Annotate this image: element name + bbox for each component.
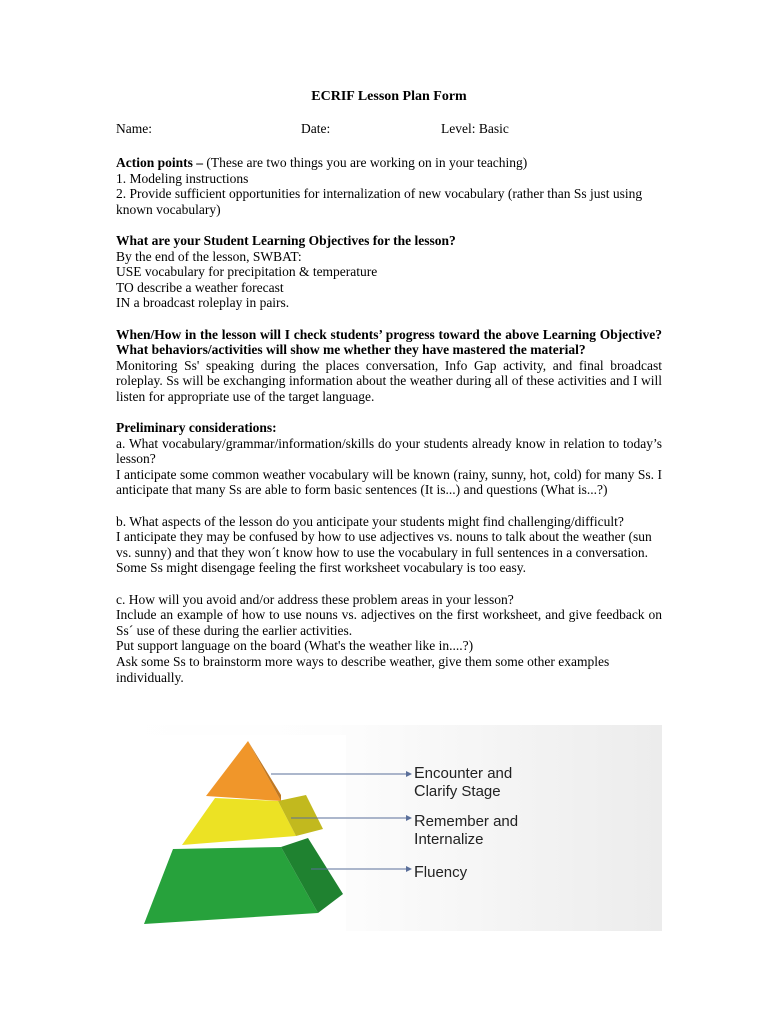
question-b: b. What aspects of the lesson do you anticipate your students might find challenging/difficult? (116, 513, 624, 529)
action-points-intro: (These are two things you are working on in your teaching) (203, 155, 528, 170)
arrow-remember-head (406, 815, 412, 821)
date-label: Date: (301, 121, 331, 136)
stage-text: nternalize (418, 831, 484, 848)
answer-b: I anticipate they may be confused by how to use adjectives vs. nouns to talk about the weather (sun vs. sunny) and that they won´t know how to use the vocabulary in full sentences in a conversation. Some Ss might disengage feeling the first worksheet vocabulary is too easy. (116, 529, 652, 576)
stage-text: emember and (425, 813, 519, 830)
objective-line: TO describe a weather forecast (116, 279, 284, 295)
action-point-item: 2. Provide sufficient opportunities for internalization of new vocabulary (rather than Ss just using known vocabulary) (116, 186, 643, 217)
answer-c-line: Ask some Ss to brainstorm more ways to describe weather, give them some other examples individually. (116, 654, 610, 685)
arrow-encounter-head (406, 771, 412, 777)
stage-fluency-label (414, 864, 467, 882)
stage-text: larify Stage (425, 783, 501, 800)
objective-line: IN a broadcast roleplay in pairs. (116, 295, 290, 311)
stage-initial: E (414, 765, 425, 782)
level-label: Level: Basic (441, 121, 509, 136)
stage-remember-internalize-label (414, 813, 518, 849)
stage-initial: R (414, 813, 426, 830)
pyramid-graphic (116, 725, 662, 931)
question-c: c. How will you avoid and/or address these problem areas in your lesson? (116, 591, 514, 607)
preliminary-heading (116, 420, 662, 436)
action-points-title: Action points – (116, 155, 204, 170)
check-text: Monitoring Ss' speaking during the places conversation, Info Gap activity, and final broadcast roleplay. Ss will be exchanging information about the weather during all of these activities and I will listen for appropriate use of the target language. (116, 357, 662, 404)
stage-encounter-clarify-label (414, 765, 512, 801)
stage-text: ncounter and (424, 765, 513, 782)
stage-initial: C (414, 783, 426, 800)
document-body (116, 155, 662, 685)
answer-c-line: Include an example of how to use nouns vs. adjectives on the first worksheet, and give feedback on Ss´ use of these during the earlier activities. (116, 607, 662, 638)
action-points-heading (116, 155, 662, 171)
objective-line: USE vocabulary for precipitation & temperature (116, 264, 378, 280)
check-title: When/How in the lesson will I check students’ progress toward the above Learning Objective? What behaviors/activities will show me whether they have mastered the material? (116, 326, 662, 358)
objective-line: By the end of the lesson, SWBAT: (116, 248, 302, 264)
stage-text: luency (423, 864, 468, 881)
ecrif-pyramid-figure (116, 725, 662, 931)
objectives-title: What are your Student Learning Objectives for the lesson? (116, 232, 456, 248)
arrow-fluency-head (406, 866, 412, 872)
action-point-item: 1. Modeling instructions (116, 170, 249, 186)
objectives-heading (116, 233, 662, 249)
preliminary-title: Preliminary considerations: (116, 420, 277, 436)
stage-initial: I (414, 831, 419, 848)
check-heading (116, 327, 662, 358)
answer-a: I anticipate some common weather vocabulary will be known (rainy, sunny, hot, cold) for many Ss. I anticipate that many Ss are able to form basic sentences (It is...) and questions (What is...?) (116, 466, 662, 498)
page-title: ECRIF Lesson Plan Form (311, 89, 467, 104)
answer-c-line: Put support language on the board (What's the weather like in....?) (116, 638, 474, 654)
name-label: Name: (116, 121, 152, 136)
stage-initial: F (414, 864, 424, 881)
question-a: a. What vocabulary/grammar/information/skills do your students already know in relation to today’s lesson? (116, 435, 662, 467)
